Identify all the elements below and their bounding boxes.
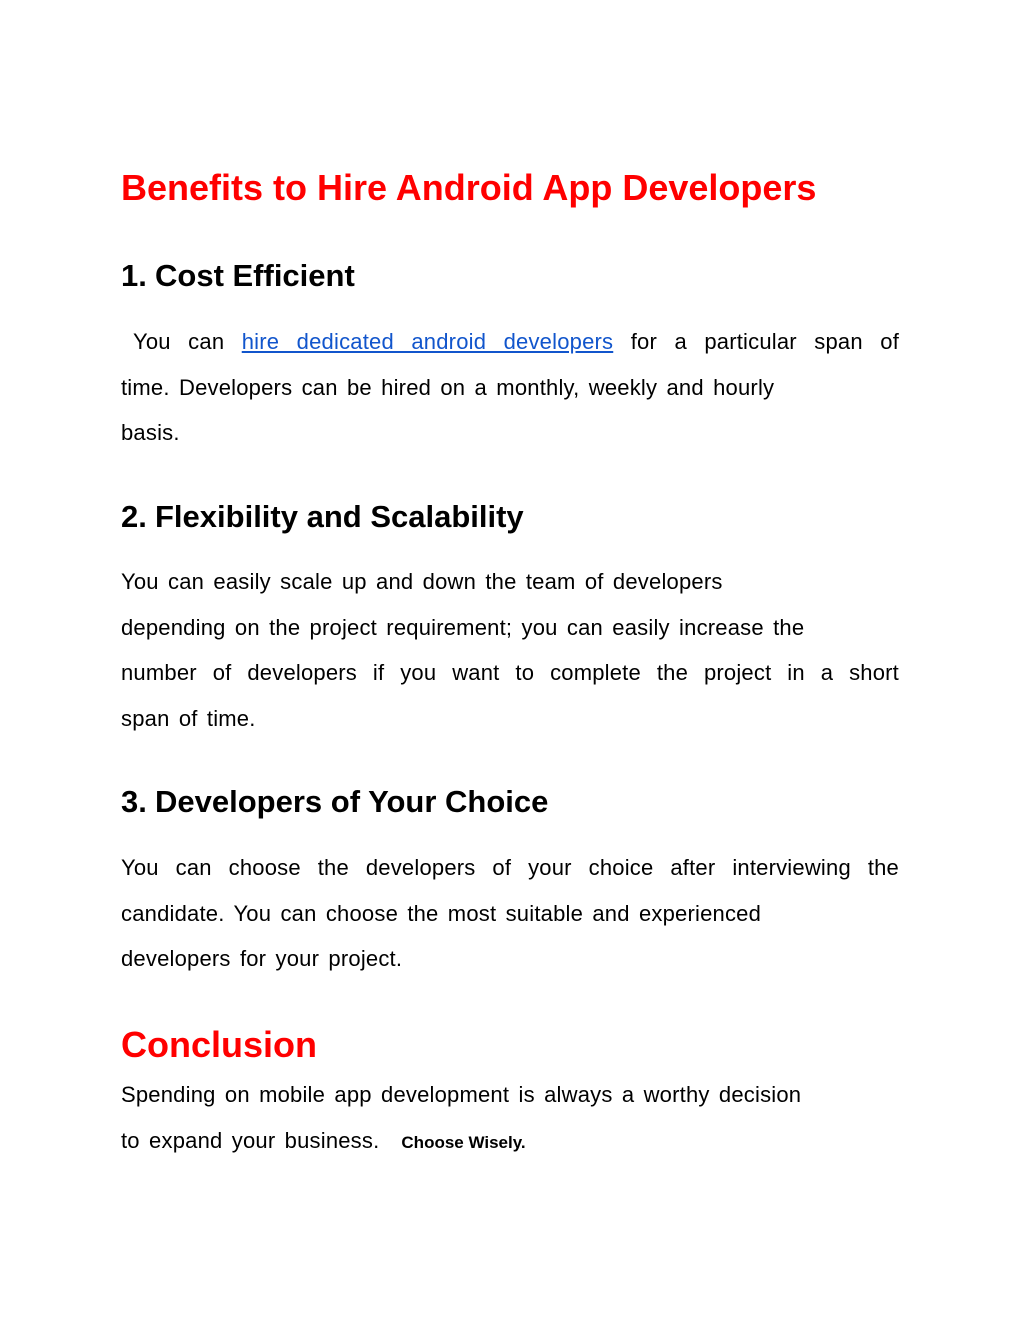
choose-wisely-emphasis: Choose Wisely. (401, 1132, 526, 1152)
section-paragraph-cost-efficient (121, 319, 899, 456)
section-number: 2. (121, 499, 147, 534)
section-number: 1. (121, 258, 147, 293)
paragraph-line: Spending on mobile app development is always a worthy decision (121, 1082, 802, 1107)
conclusion-paragraph (121, 1072, 899, 1165)
paragraph-line: depending on the project requirement; you can easily increase the (121, 614, 805, 640)
section-paragraph-developers-choice (121, 845, 899, 982)
section-title: Developers of Your Choice (155, 784, 549, 819)
section-title: Cost Efficient (155, 258, 355, 293)
section-heading-flexibility-scalability (121, 498, 524, 536)
section-paragraph-flexibility-scalability (121, 559, 899, 741)
paragraph-line: time. Developers can be hired on a monthly, weekly and hourly (121, 374, 775, 400)
section-number: 3. (121, 784, 147, 819)
section-heading-developers-choice (121, 783, 548, 821)
hire-dedicated-developers-link[interactable]: hire dedicated android developers (241, 329, 614, 354)
conclusion-heading: Conclusion (121, 1024, 317, 1065)
paragraph-line: basis. (121, 420, 180, 445)
paragraph-line: candidate. You can choose the most suitable and experienced (121, 900, 762, 926)
paragraph-line: You can choose the developers of your choice after interviewing the (121, 855, 899, 880)
paragraph-line: developers for your project. (121, 946, 403, 971)
paragraph-line: You can hire dedicated android developers for a particular span of (133, 329, 900, 354)
paragraph-line: You can easily scale up and down the team of developers (121, 569, 723, 594)
section-heading-cost-efficient (121, 257, 355, 295)
document-title: Benefits to Hire Android App Developers (121, 167, 817, 208)
section-title: Flexibility and Scalability (155, 499, 524, 534)
paragraph-line: to expand your business. Choose Wisely. (121, 1127, 526, 1153)
paragraph-line: number of developers if you want to complete the project in a short (121, 660, 899, 685)
paragraph-line: span of time. (121, 705, 256, 731)
